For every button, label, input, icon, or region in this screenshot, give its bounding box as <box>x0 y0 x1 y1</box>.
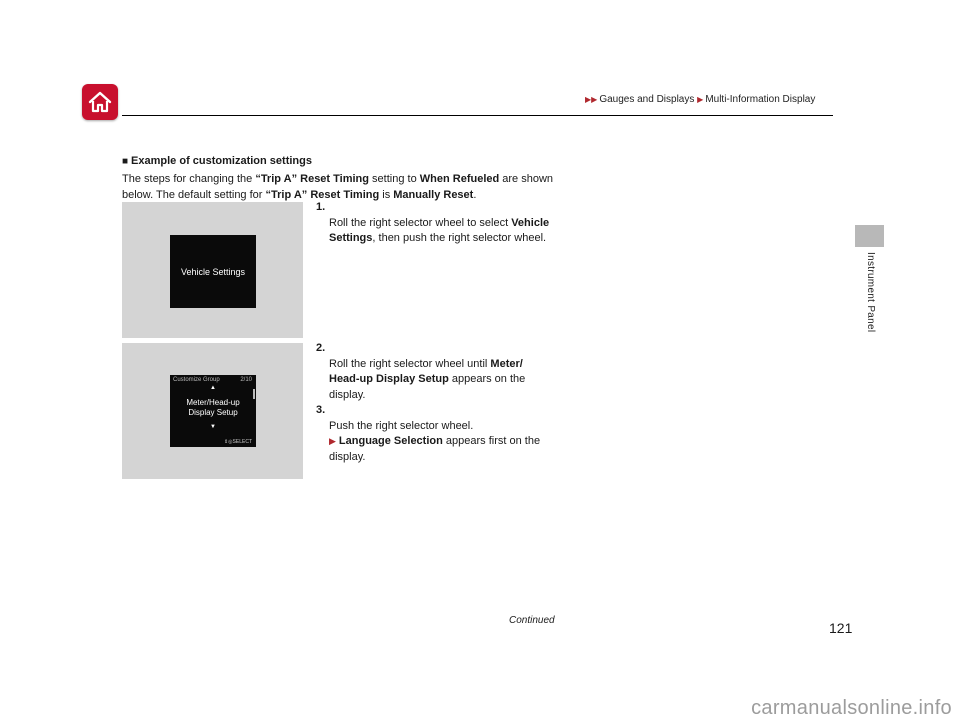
step-keyword: Language Selection <box>338 435 443 447</box>
step-text: Roll the right selector wheel to select <box>329 216 512 229</box>
intro-setting-name: “Trip A” Reset Timing <box>265 188 380 201</box>
display-menu-item <box>170 398 256 418</box>
display-menu-line: Display Setup <box>188 408 238 417</box>
intro-setting-name: “Trip A” Reset Timing <box>255 173 369 185</box>
result-arrow-icon: ▶ <box>329 436 336 446</box>
breadcrumb-arrow-icon: ▶▶ <box>585 95 598 104</box>
breadcrumb-arrow-icon: ▶ <box>697 95 704 104</box>
intro-default-value: Manually Reset <box>393 188 474 201</box>
down-arrow-icon: ▼ <box>210 424 216 430</box>
square-bullet-icon: ■ <box>122 156 129 167</box>
display-header-title: Customize Group <box>173 377 220 383</box>
display-menu-line: Meter/Head-up <box>186 398 240 407</box>
intro-text: are shown below. The default setting for <box>122 173 554 201</box>
step-number: 3. <box>316 404 326 416</box>
step-text: Push the right selector wheel. <box>329 419 474 432</box>
intro-text: The steps for changing the <box>122 173 256 185</box>
home-button[interactable] <box>82 84 118 120</box>
intro-text: . <box>473 188 477 201</box>
display-select-label: SELECT <box>232 439 252 445</box>
screen-illustration-2 <box>122 343 303 479</box>
up-arrow-icon: ▲ <box>210 385 216 391</box>
display-select-hint <box>224 439 252 445</box>
home-icon <box>87 90 113 114</box>
step-text: , then push the right selector wheel. <box>372 232 547 244</box>
step-text: appears first on the display. <box>329 435 541 463</box>
step-text: appears on the display. <box>329 373 526 401</box>
step-1 <box>316 200 556 247</box>
display-page-indicator: 2/10 <box>240 377 252 383</box>
intro-target-value: When Refueled <box>419 173 500 185</box>
step-number: 1. <box>316 201 326 213</box>
step-keyword: Meter/ Head-up Display Setup <box>329 357 523 385</box>
continued-label: Continued <box>509 615 555 626</box>
display-menu-item: Vehicle Settings <box>180 266 246 277</box>
intro-text: setting to <box>369 173 420 185</box>
section-heading-text: Example of customization settings <box>131 155 312 167</box>
display-screen <box>170 375 256 447</box>
breadcrumb-item-gauges[interactable]: Gauges and Displays <box>599 94 695 105</box>
display-screen <box>170 235 256 308</box>
breadcrumb <box>585 94 815 105</box>
breadcrumb-item-mid[interactable]: Multi-Information Display <box>705 94 816 105</box>
header-rule <box>122 115 833 116</box>
page-number: 121 <box>829 620 853 636</box>
display-header <box>173 377 253 383</box>
watermark: carmanualsonline.info <box>751 697 952 719</box>
section-heading <box>122 155 312 167</box>
steps-2-3 <box>316 341 556 465</box>
side-tab-marker <box>855 225 884 247</box>
selector-wheel-icon: ⇕◎ <box>223 439 233 445</box>
side-tab-label: Instrument Panel <box>865 252 876 333</box>
step-number: 2. <box>316 342 326 354</box>
step-keyword: Vehicle Settings <box>329 216 550 244</box>
intro-paragraph <box>122 172 562 203</box>
intro-text: is <box>379 188 394 201</box>
step-text: Roll the right selector wheel until <box>329 357 491 370</box>
screen-illustration-1 <box>122 202 303 338</box>
